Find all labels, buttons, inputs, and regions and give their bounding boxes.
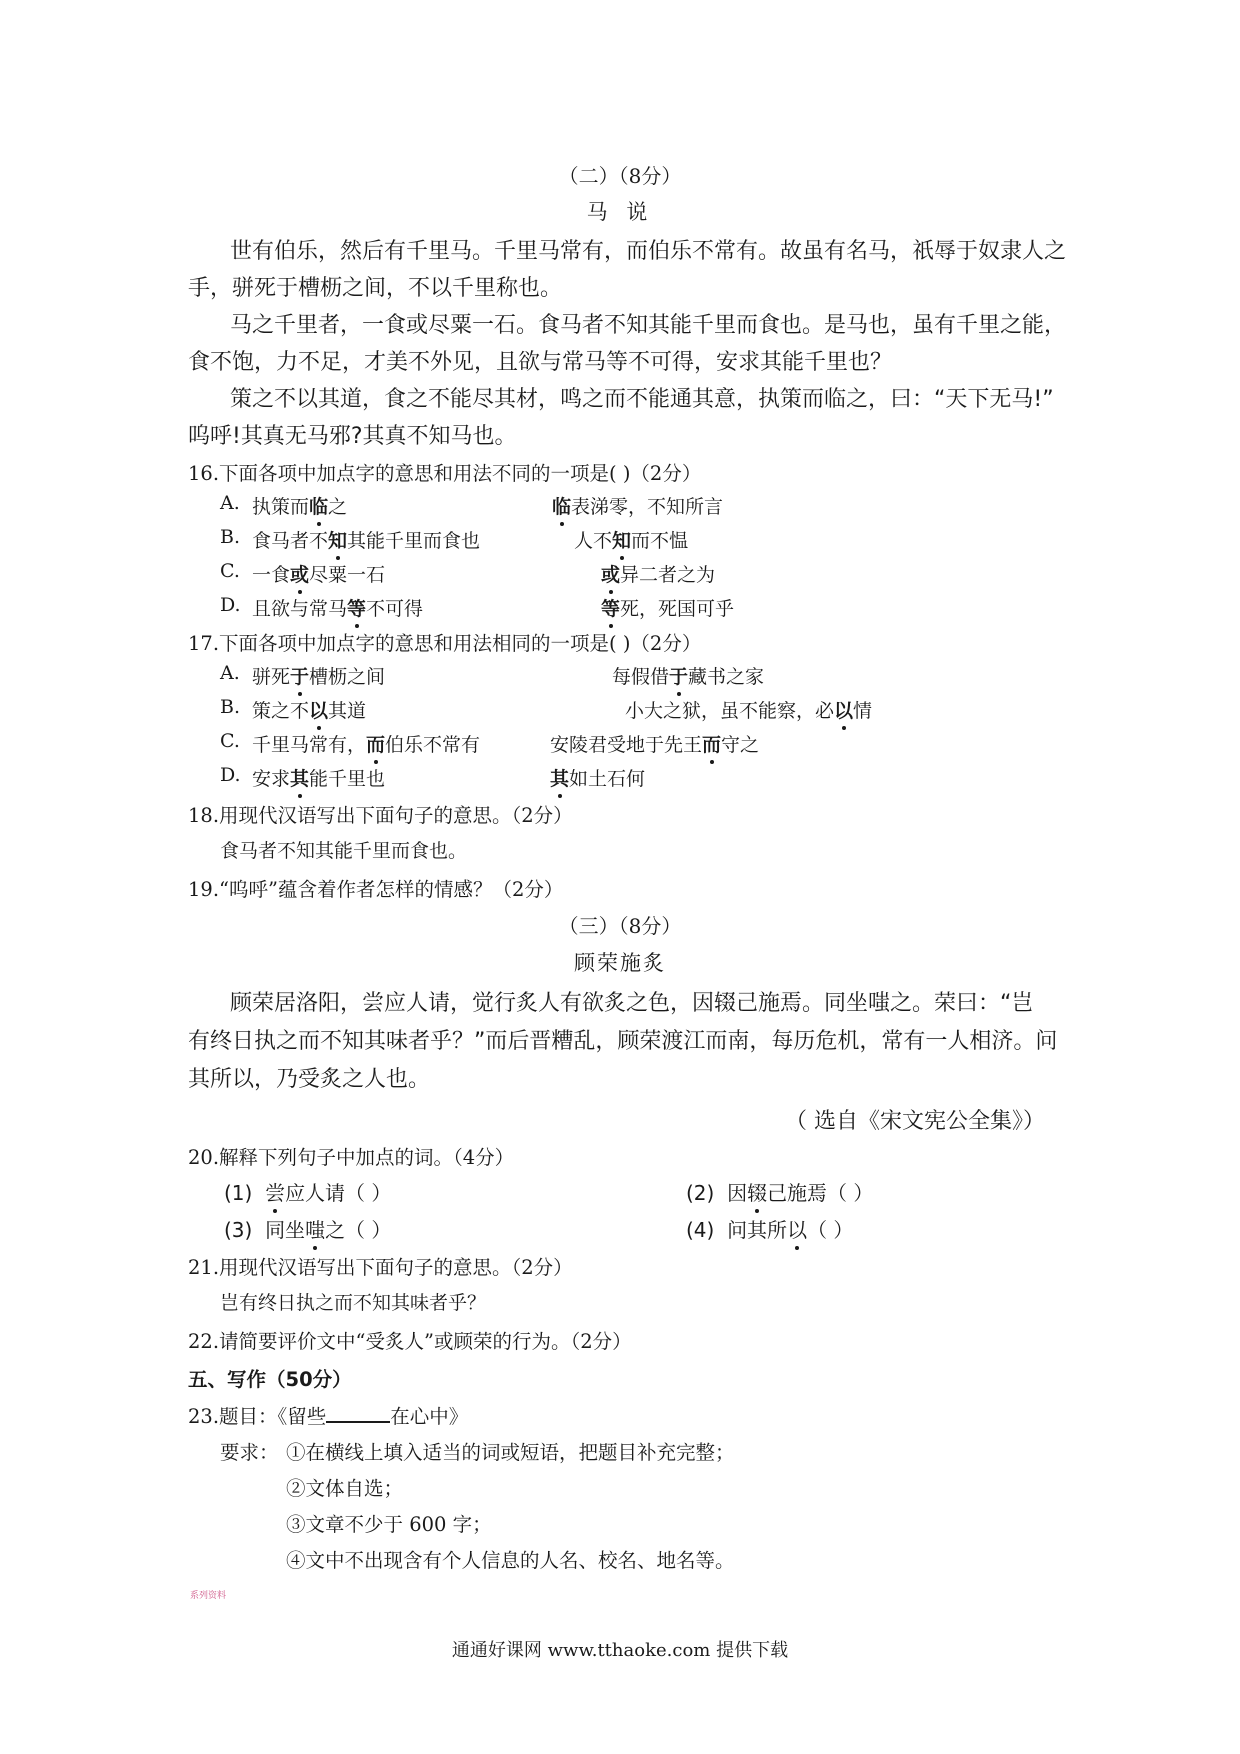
question-21-sentence: 岂有终日执之而不知其味者乎？: [220, 1292, 487, 1314]
section-3-title: 顾荣施炙: [574, 951, 666, 975]
q20-item-1: (1) 尝应人请（ ）: [224, 1177, 391, 1206]
writing-topic: 23.题目：《留些 在心中》: [188, 1405, 469, 1428]
q20-item-3: (3) 同坐嗤之（ ）: [224, 1214, 391, 1243]
q16-b-right-dotted-char: 知: [612, 526, 631, 553]
q16-option-c-letter: C.: [220, 560, 240, 582]
q17-option-c-right: 安陵君受地于先王而守之: [550, 730, 759, 757]
q17-option-a-letter: A.: [220, 662, 240, 684]
passage-2-line-1: 顾荣居洛阳，尝应人请，觉行炙人有欲炙之色，因辍己施焉。同坐嗤之。荣曰：“岂: [230, 991, 1034, 1016]
q17-c-left-dotted-char: 而: [366, 730, 385, 757]
q17-option-b-letter: B.: [220, 696, 241, 718]
question-18-stem: 18.用现代汉语写出下面句子的意思。（2分）: [188, 804, 573, 827]
q17-option-c-left: 千里马常有，而伯乐不常有: [252, 730, 480, 757]
passage-2-source: （ 选自《宋文宪公全集》）: [785, 1109, 1045, 1134]
q16-option-c-left: 一食或尽粟一石: [252, 560, 385, 587]
question-18-sentence: 食马者不知其能千里而食也。: [220, 840, 468, 862]
q17-option-b-left: 策之不以其道: [252, 696, 366, 723]
q20-item-1-dotted-char: 尝: [265, 1177, 285, 1206]
q16-option-b-left: 食马者不知其能千里而食也: [252, 526, 480, 553]
q17-option-d-left: 安求其能千里也: [252, 764, 385, 791]
q17-option-d-right: 其如土石何: [550, 764, 645, 791]
passage-1-line-2: 手，骈死于槽枥之间，不以千里称也。: [188, 276, 563, 301]
q16-option-d-letter: D.: [220, 594, 241, 616]
q16-d-left-dotted-char: 等: [347, 594, 366, 621]
q17-b-left-dotted-char: 以: [309, 696, 328, 723]
passage-1-line-6: 呜呼!其真无马邪?其真不知马也。: [188, 424, 517, 449]
writing-requirement-1: ①在横线上填入适当的词或短语，把题目补充完整；: [286, 1441, 735, 1464]
writing-requirement-3: ③文章不少于 600 字；: [286, 1513, 492, 1536]
writing-requirement-2: ②文体自选；: [286, 1477, 404, 1500]
question-19-stem: 19.“呜呼”蕴含着作者怎样的情感？（2分）: [188, 878, 564, 901]
q16-option-b-right: 人不知而不愠: [574, 526, 688, 553]
passage-1-line-3: 马之千里者，一食或尽粟一石。食马者不知其能千里而食也。是马也，虽有千里之能，: [230, 313, 1067, 338]
q16-d-right-dotted-char: 等: [601, 594, 620, 621]
q16-c-left-dotted-char: 或: [290, 560, 309, 587]
passage-2-line-2: 有终日执之而不知其味者乎？”而后晋糟乱，顾荣渡江而南，每历危机，常有一人相济。问: [188, 1029, 1058, 1054]
q17-a-left-dotted-char: 于: [290, 662, 309, 689]
question-21-stem: 21.用现代汉语写出下面句子的意思。（2分）: [188, 1256, 573, 1279]
question-17-stem: 17.下面各项中加点字的意思和用法相同的一项是( )（2分）: [188, 632, 702, 655]
q16-a-left-dotted-char: 临: [309, 492, 328, 519]
q16-option-c-right: 或异二者之为: [601, 560, 715, 587]
q20-item-3-dotted-char: 嗤: [305, 1214, 325, 1243]
q17-option-c-letter: C.: [220, 730, 240, 752]
passage-2-line-3: 其所以，乃受炙之人也。: [188, 1067, 431, 1092]
question-22-stem: 22.请简要评价文中“受炙人”或顾荣的行为。（2分）: [188, 1330, 632, 1353]
q17-c-right-dotted-char: 而: [702, 730, 721, 757]
q17-option-b-right: 小大之狱，虽不能察，必以情: [625, 696, 872, 723]
q17-option-d-letter: D.: [220, 764, 241, 786]
q17-d-right-dotted-char: 其: [550, 764, 569, 791]
section-2-heading: （二）（8分）: [558, 164, 682, 188]
q17-d-left-dotted-char: 其: [290, 764, 309, 791]
page-footer: 通通好课网 www.tthaoke.com 提供下载: [451, 1640, 789, 1661]
q17-option-a-right: 每假借于藏书之家: [612, 662, 764, 689]
question-20-stem: 20.解释下列句子中加点的词。（4分）: [188, 1146, 515, 1169]
q20-item-4: (4) 问其所以（ ）: [686, 1214, 853, 1243]
passage-1-line-5: 策之不以其道，食之不能尽其材，鸣之而不能通其意，执策而临之，曰：“天下无马!”: [230, 387, 1054, 412]
writing-requirements-label: 要求：: [220, 1441, 279, 1464]
q16-option-a-letter: A.: [220, 492, 240, 514]
q16-b-left-dotted-char: 知: [328, 526, 347, 553]
q20-item-2-dotted-char: 辍: [747, 1177, 767, 1206]
q17-option-a-left: 骈死于槽枥之间: [252, 662, 385, 689]
series-marker: 系列资料: [190, 1591, 227, 1601]
topic-blank-line: [326, 1403, 390, 1423]
section-3-heading: （三）（8分）: [558, 914, 682, 938]
q16-option-d-left: 且欲与常马等不可得: [252, 594, 423, 621]
passage-1-line-1: 世有伯乐，然后有千里马。千里马常有，而伯乐不常有。故虽有名马，祇辱于奴隶人之: [230, 239, 1067, 264]
q16-c-right-dotted-char: 或: [601, 560, 620, 587]
q17-b-right-dotted-char: 以: [834, 696, 853, 723]
q17-a-right-dotted-char: 于: [669, 662, 688, 689]
q16-a-right-dotted-char: 临: [552, 492, 571, 519]
section-2-title: 马 说: [586, 200, 654, 224]
q16-option-a-right: 临表涕零，不知所言: [552, 492, 723, 519]
q16-option-b-letter: B.: [220, 526, 241, 548]
q20-item-2: (2) 因辍己施焉（ ）: [686, 1177, 873, 1206]
q16-option-d-right: 等死，死国可乎: [601, 594, 734, 621]
passage-1-line-4: 食不饱，力不足，才美不外见，且欲与常马等不可得，安求其能千里也？: [188, 350, 893, 375]
q16-option-a-left: 执策而临之: [252, 492, 347, 519]
writing-section-heading: 五、写作（50分）: [188, 1368, 352, 1391]
q20-item-4-dotted-char: 以: [787, 1214, 807, 1243]
writing-requirement-4: ④文中不出现含有个人信息的人名、校名、地名等。: [286, 1549, 735, 1572]
question-16-stem: 16.下面各项中加点字的意思和用法不同的一项是( )（2分）: [188, 462, 702, 485]
